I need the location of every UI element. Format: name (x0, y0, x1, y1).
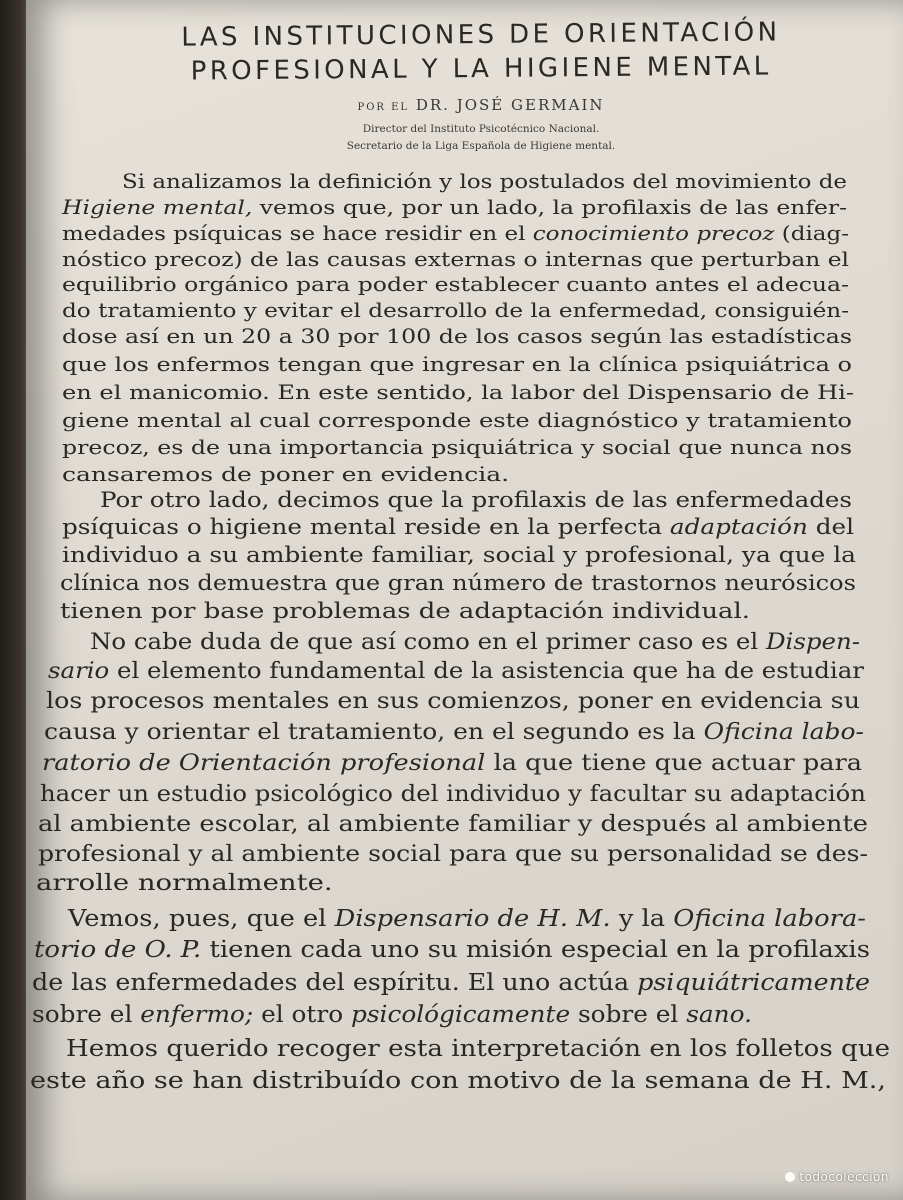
watermark (785, 1170, 889, 1184)
text-line (42, 751, 862, 776)
text-run: (diag- (774, 222, 850, 245)
text-line (62, 352, 852, 376)
text-line (62, 273, 849, 296)
text-run: Si analizamos la definición y los postulados del movimiento de (122, 170, 847, 193)
author-line (76, 96, 886, 114)
text-line (40, 782, 866, 807)
text-line (62, 515, 854, 539)
text-run: Hemos querido recoger esta interpretación en los folletos que (66, 1036, 891, 1062)
text-run: Vemos, pues, que el (68, 906, 335, 932)
watermark-text: todocoleccion (799, 1170, 889, 1184)
italic-text-run: adaptación (669, 515, 808, 539)
text-line (60, 599, 750, 623)
text-run: medades psíquicas se hace residir en el (62, 222, 533, 245)
text-line (34, 937, 870, 963)
text-run: al ambiente escolar, al ambiente familiar y después al ambiente (38, 812, 868, 837)
text-line (62, 462, 509, 486)
italic-text-run: psicológicamente (350, 1002, 571, 1028)
text-run: y la (610, 906, 674, 932)
text-run: profesional y al ambiente social para que su personalidad se des- (38, 842, 868, 867)
text-line (62, 248, 849, 271)
text-run: psíquicas o higiene mental reside en la perfecta (62, 515, 670, 539)
text-line (62, 196, 847, 219)
text-run: do tratamiento y evitar el desarrollo de la enfermedad, consiguién- (62, 299, 850, 322)
text-line (30, 1068, 886, 1094)
text-run: giene mental al cual corresponde este diagnóstico y tratamiento (62, 408, 852, 432)
text-run: dose así en un 20 a 30 por 100 de los casos según las estadísticas (62, 325, 853, 348)
text-run: este año se han distribuído con motivo de la semana de H. M., (30, 1068, 886, 1094)
text-line (38, 842, 868, 867)
text-run: nóstico precoz) de las causas externas o internas que perturban el (62, 248, 849, 271)
author-name: DR. JOSÉ GERMAIN (415, 96, 605, 114)
text-line (62, 435, 852, 459)
text-line (66, 1036, 890, 1062)
text-run: individuo a su ambiente familiar, social y profesional, ya que la (62, 543, 857, 567)
title-line: LAS INSTITUCIONES DE ORIENTACIÓN (181, 17, 781, 53)
text-line (32, 970, 870, 996)
text-run: clínica nos demuestra que gran número de trastornos neurósicos (60, 571, 856, 595)
text-run: vemos que, por un lado, la profilaxis de las enfer- (252, 196, 848, 219)
text-run: cansaremos de poner en evidencia. (62, 462, 510, 486)
text-line (44, 720, 864, 745)
article-title (76, 14, 887, 89)
italic-text-run: Oficina labora- (673, 906, 866, 932)
text-run: de las enfermedades del espíritu. El uno actúa (32, 970, 638, 996)
text-run: tienen por base problemas de adaptación individual. (60, 599, 750, 623)
italic-text-run: torio de O. P. (34, 937, 202, 963)
text-line (48, 659, 864, 684)
text-run: la que tiene que actuar para (485, 751, 863, 776)
italic-text-run: Dispensario de H. M. (334, 906, 611, 932)
title-line: PROFESIONAL Y LA HIGIENE MENTAL (190, 51, 772, 87)
author-affiliation (86, 121, 876, 155)
text-run: los procesos mentales en sus comienzos, poner en evidencia su (46, 689, 861, 714)
text-line (62, 543, 856, 567)
text-line (62, 222, 849, 245)
text-run: arrolle normalmente. (36, 871, 333, 896)
text-line (62, 299, 849, 322)
text-line (100, 488, 852, 512)
text-line (62, 380, 854, 404)
italic-text-run: Dispen- (765, 630, 860, 655)
book-page (26, 0, 903, 1200)
text-run: hacer un estudio psicológico del individuo y facultar su adaptación (40, 782, 866, 807)
italic-text-run: conocimiento precoz (532, 222, 775, 245)
affiliation-line: Secretario de la Liga Española de Higiene mental. (346, 140, 616, 152)
text-line (46, 689, 860, 714)
text-run: equilibrio orgánico para poder establecer cuanto antes el adecua- (62, 273, 849, 296)
text-line (36, 871, 333, 896)
text-line (68, 906, 866, 932)
text-run: sobre el (570, 1002, 687, 1028)
text-line (62, 408, 852, 432)
text-run: causa y orientar el tratamiento, en el segundo es la (44, 720, 704, 745)
text-run: sobre el (32, 1002, 141, 1028)
italic-text-run: sario (48, 659, 110, 684)
text-run: del (807, 515, 854, 539)
affiliation-line: Director del Instituto Psicotécnico Nacional. (362, 123, 600, 135)
text-line (38, 812, 868, 837)
text-line (90, 630, 860, 655)
italic-text-run: enfermo; (140, 1002, 254, 1028)
text-run: No cabe duda de que así como en el primer caso es el (90, 630, 766, 655)
italic-text-run: sano. (686, 1002, 752, 1028)
text-run: que los enfermos tengan que ingresar en la clínica psiquiátrica o (62, 352, 852, 376)
text-line (62, 325, 852, 348)
italic-text-run: psiquiátricamente (637, 970, 871, 996)
text-run: tienen cada uno su misión especial en la profilaxis (201, 937, 871, 963)
todocoleccion-logo-icon (785, 1172, 795, 1182)
text-line (60, 571, 856, 595)
author-prefix: POR EL (357, 102, 410, 113)
text-line (32, 1002, 752, 1028)
text-run: precoz, es de una importancia psiquiátrica y social que nunca nos (62, 435, 853, 459)
italic-text-run: Oficina labo- (703, 720, 864, 745)
text-run: el elemento fundamental de la asistencia que ha de estudiar (109, 659, 864, 684)
text-run: Por otro lado, decimos que la profilaxis de las enfermedades (100, 488, 853, 512)
italic-text-run: Higiene mental, (62, 196, 253, 219)
text-run: en el manicomio. En este sentido, la labor del Dispensario de Hi- (62, 380, 855, 404)
text-line (122, 170, 847, 193)
text-run: el otro (253, 1002, 351, 1028)
italic-text-run: ratorio de Orientación profesional (42, 751, 486, 776)
